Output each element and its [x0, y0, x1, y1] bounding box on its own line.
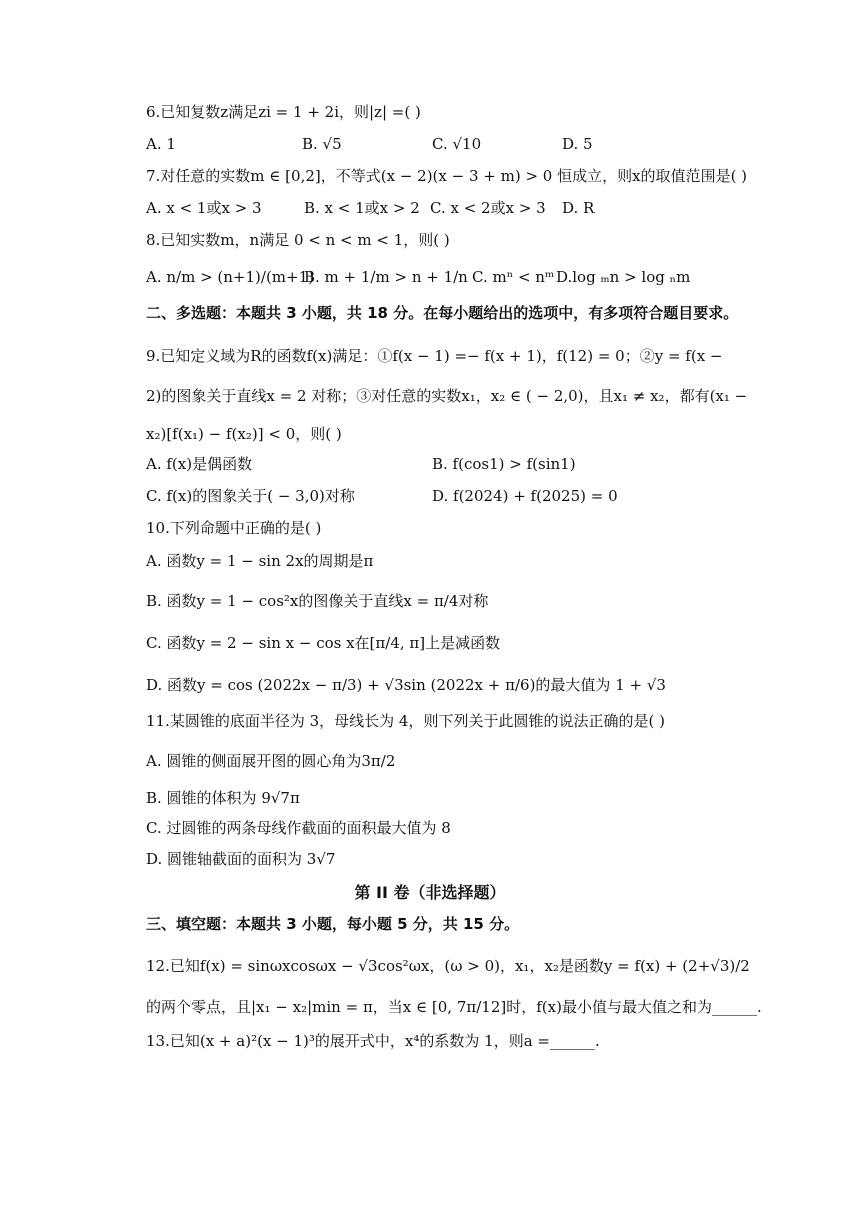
- q6-option-d: D. 5: [562, 135, 593, 153]
- q10-option-d: D. 函数y = cos (2022x − π/3) + √3sin (2022x + π/6)的最大值为 1 + √3: [146, 676, 666, 694]
- q6-option-a: A. 1: [146, 135, 176, 153]
- q11-option-c: C. 过圆锥的两条母线作截面的面积最大值为 8: [146, 819, 451, 837]
- q10-option-a: A. 函数y = 1 − sin 2x的周期是π: [146, 552, 374, 570]
- part-2-title: 第 II 卷（非选择题）: [354, 883, 506, 902]
- section-2-heading: 二、多选题：本题共 3 小题，共 18 分。在每小题给出的选项中，有多项符合题目要求。: [146, 304, 739, 322]
- q10-option-c: C. 函数y = 2 − sin x − cos x在[π/4, π]上是减函数: [146, 634, 501, 652]
- q8-option-d: D.log ₘn > log ₙm: [556, 268, 691, 286]
- section-3-heading: 三、填空题：本题共 3 小题，每小题 5 分，共 15 分。: [146, 915, 520, 933]
- q9-stem-line1: 9.已知定义域为R的函数f(x)满足：①f(x − 1) =− f(x + 1)，f(12) = 0；②y = f(x −: [146, 347, 723, 365]
- q8-stem: 8.已知实数m，n满足 0 < n < m < 1，则( ): [146, 231, 450, 249]
- q7-option-d: D. R: [562, 199, 595, 217]
- q10-stem: 10.下列命题中正确的是( ): [146, 519, 322, 537]
- q6-option-b: B. √5: [302, 135, 342, 153]
- q7-stem: 7.对任意的实数m ∈ [0,2]，不等式(x − 2)(x − 3 + m) > 0 恒成立，则x的取值范围是( ): [146, 167, 748, 185]
- q7-option-b: B. x < 1或x > 2: [304, 199, 420, 217]
- q9-stem-line2: 2)的图象关于直线x = 2 对称；③对任意的实数x₁，x₂ ∈ ( − 2,0)，且x₁ ≠ x₂，都有(x₁ −: [146, 387, 748, 405]
- q9-option-c: C. f(x)的图象关于( − 3,0)对称: [146, 487, 355, 505]
- q13-stem: 13.已知(x + a)²(x − 1)³的展开式中，x⁴的系数为 1，则a =______.: [146, 1032, 600, 1050]
- q7-option-c: C. x < 2或x > 3: [430, 199, 546, 217]
- q7-option-a: A. x < 1或x > 3: [146, 199, 262, 217]
- q11-stem: 11.某圆锥的底面半径为 3，母线长为 4，则下列关于此圆锥的说法正确的是( ): [146, 712, 665, 730]
- q12-stem-line2: 的两个零点，且|x₁ − x₂|min = π，当x ∈ [0, 7π/12]时，f(x)最小值与最大值之和为______.: [146, 998, 762, 1016]
- q12-stem-line1: 12.已知f(x) = sinωxcosωx − √3cos²ωx，(ω > 0)，x₁，x₂是函数y = f(x) + (2+√3)/2: [146, 957, 750, 975]
- q11-option-a: A. 圆锥的侧面展开图的圆心角为3π/2: [146, 752, 396, 770]
- q9-option-b: B. f(cos1) > f(sin1): [432, 455, 576, 473]
- q11-option-b: B. 圆锥的体积为 9√7π: [146, 789, 300, 807]
- q8-option-b: B. m + 1/m > n + 1/n: [304, 268, 468, 286]
- q9-option-a: A. f(x)是偶函数: [146, 455, 253, 473]
- q8-option-c: C. mⁿ < nᵐ: [472, 268, 555, 286]
- q8-option-a: A. n/m > (n+1)/(m+1): [146, 268, 314, 286]
- q6-stem: 6.已知复数z满足zi = 1 + 2i，则|z| =( ): [146, 103, 421, 121]
- q6-option-c: C. √10: [432, 135, 482, 153]
- q10-option-b: B. 函数y = 1 − cos²x的图像关于直线x = π/4对称: [146, 592, 489, 610]
- q11-option-d: D. 圆锥轴截面的面积为 3√7: [146, 850, 336, 868]
- q9-option-d: D. f(2024) + f(2025) = 0: [432, 487, 618, 505]
- q9-stem-line3: x₂)[f(x₁) − f(x₂)] < 0，则( ): [146, 425, 342, 443]
